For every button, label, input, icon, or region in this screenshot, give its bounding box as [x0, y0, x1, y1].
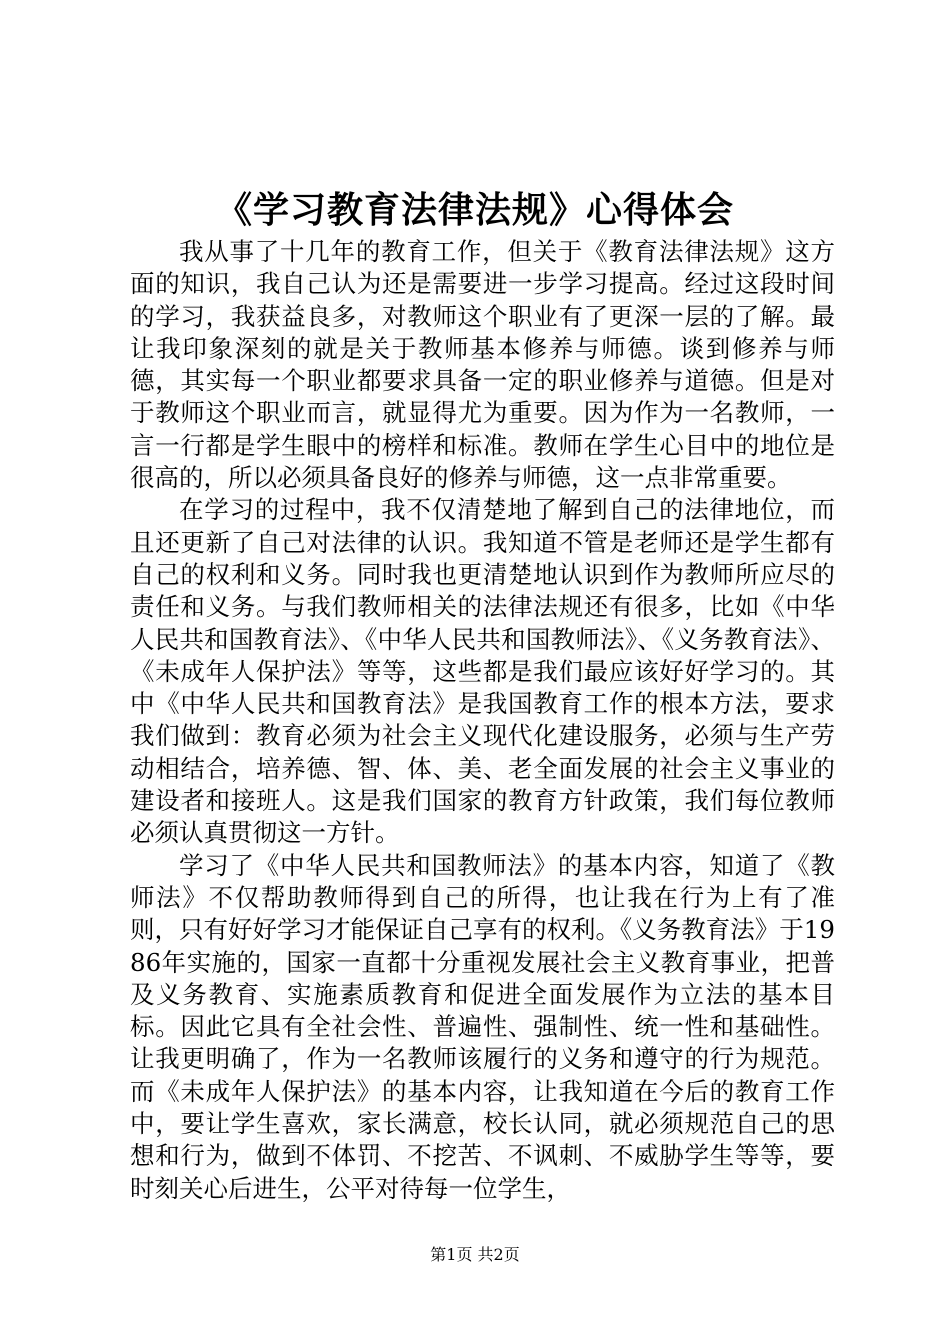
document-title: 《学习教育法律法规》心得体会 — [215, 189, 734, 231]
paragraph-3: 学习了《中华人民共和国教师法》的基本内容，知道了《教师法》不仅帮助教师得到自己的所得，也让我在行为上有了准则，只有好好学习才能保证自己享有的权利。《义务教育法》于1986年实施的，国家一直都十分重视发展社会主义教育事业，把普及义务教育、实施素质教育和促进全面发展作为立法的基本目标。因此它具有全社会性、普遍性、强制性、统一性和基础性。让我更明确了，作为一名教师该履行的义务和遵守的行为规范。而《未成年人保护法》的基本内容，让我知道在今后的教育工作中，要让学生喜欢，家长满意，校长认同，就必须规范自己的思想和行为，做到不体罚、不挖苦、不讽刺、不威胁学生等等，要时刻关心后进生，公平对待每一位学生， — [130, 850, 835, 1203]
document-body — [130, 236, 835, 1205]
page-footer: 第1页 共2页 — [430, 1245, 520, 1264]
paragraph-2: 在学习的过程中，我不仅清楚地了解到自己的法律地位，而且还更新了自己对法律的认识。我知道不管是老师还是学生都有自己的权利和义务。同时我也更清楚地认识到作为教师所应尽的责任和义务。与我们教师相关的法律法规还有很多，比如《中华人民共和国教育法》、《中华人民共和国教师法》、《义务教育法》、《未成年人保护法》等等，这些都是我们最应该好好学习的。其中《中华人民共和国教育法》是我国教育工作的根本方法，要求我们做到：教育必须为社会主义现代化建设服务，必须与生产劳动相结合，培养德、智、体、美、老全面发展的社会主义事业的建设者和接班人。这是我们国家的教育方针政策，我们每位教师必须认真贯彻这一方针。 — [130, 495, 835, 848]
paragraph-1: 我从事了十几年的教育工作，但关于《教育法律法规》这方面的知识，我自己认为还是需要进一步学习提高。经过这段时间的学习，我获益良多，对教师这个职业有了更深一层的了解。最让我印象深刻的就是关于教师基本修养与师德。谈到修养与师德，其实每一个职业都要求具备一定的职业修养与道德。但是对于教师这个职业而言，就显得尤为重要。因为作为一名教师，一言一行都是学生眼中的榜样和标准。教师在学生心目中的地位是很高的，所以必须具备良好的修养与师德，这一点非常重要。 — [130, 237, 835, 493]
